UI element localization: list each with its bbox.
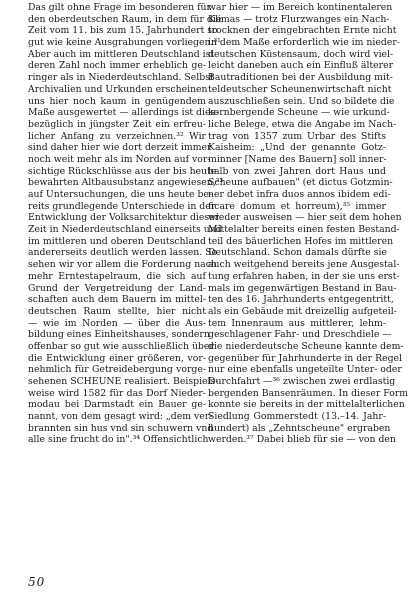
text-line: — wie im Norden — über die Aus-: [28, 317, 206, 329]
text-line: auszuschließen sein. Und so bildete die: [208, 95, 395, 107]
text-line: ten des 16. Jahrhunderts entgegentritt,: [208, 294, 394, 306]
text-line: sichtige Rückschlüsse aus der bis heute: [28, 165, 217, 177]
text-line: auf Untersuchungen, die uns heute be-: [28, 189, 213, 200]
text-line: Zeit in Niederdeutschland einerseits und: [28, 224, 222, 236]
text-line: Kaisheim: „Und der genannte Gotz-: [208, 142, 386, 154]
text-line: Bautraditionen bei der Ausbildung mit-: [208, 72, 393, 84]
text-line: auch weitgehend bereits jene Ausgestal-: [208, 259, 400, 271]
text-line: uns hier noch kaum in genügendem: [28, 95, 206, 107]
text-line: Entwicklung der Volksarchitektur dieser: [28, 212, 220, 224]
text-line: Aber auch im mittleren Deutschland ist: [28, 48, 215, 60]
text-line: schaften auch dem Bauern im mittel-: [28, 294, 206, 306]
text-line: alle sine frucht do in".³⁴ Offensichtlich: [28, 434, 209, 446]
text-line: deutschen Raum stellte, hier nicht: [28, 305, 206, 317]
text-column-right: [208, 2, 409, 446]
text-line: Mittelalter bereits einen festen Bestand-: [208, 224, 400, 236]
text-line: hundert) als „Zehntscheune" ergraben: [208, 422, 391, 434]
text-line: Scheune aufbauen" (et dictus Gotzmin-: [208, 177, 393, 189]
text-line: im mittleren und oberen Deutschland: [28, 235, 206, 247]
text-line: Grund der Vergetreidung der Land-: [28, 282, 206, 294]
text-line: gut wie keine Ausgrabungen vorliegen.³¹: [28, 37, 221, 49]
text-line: liche Belege, etwa die Angabe im Nach-: [208, 118, 397, 130]
text-line: sind daher hier wie dort derzeit immer: [28, 142, 212, 154]
text-line: Deutschland. Schon damals dürfte sie: [208, 247, 387, 259]
text-line: konnte sie bereits in der mittelalterlichen: [208, 399, 405, 411]
text-line: war hier — im Bereich kontinentaleren: [208, 2, 393, 13]
text-line: nehmlich für Getreidebergung vorge-: [28, 364, 206, 376]
text-line: bewahrten Altbausubstanz angewiesen,³³: [28, 177, 224, 189]
text-line: Durchfahrt —³⁶ zwischen zwei erdlastig: [208, 376, 396, 387]
text-line: tem Innenraum aus mittlerer, lehm-: [208, 317, 386, 329]
text-line: geschlagener Fahr- und Dreschdiele —: [208, 329, 392, 341]
text-line: werden.³⁷ Dabei blieb für sie — von den: [208, 434, 396, 446]
text-line: gegenüber für Jahrhunderte in der Regel: [208, 352, 403, 364]
text-line: teil des bäuerlichen Hofes im mittleren: [208, 235, 394, 247]
text-line: Siedlung Gommerstedt (13.–14. Jahr-: [208, 411, 386, 423]
text-line: bildung eines Einheitshauses, sondern: [28, 329, 210, 341]
text-line: sehen wir vor allem die Forderung nach: [28, 259, 217, 271]
page-number: 50: [28, 575, 46, 589]
text-line: sehenen SCHEUNE realisiert. Beispiels-: [28, 376, 219, 387]
text-line: Zeit vom 11. bis zum 15. Jahrhundert so: [28, 25, 218, 37]
text-line: trag von 1357 zum Urbar des Stifts: [208, 130, 386, 142]
text-line: ner debet infra duos annos ibidem edi-: [208, 189, 391, 200]
text-column-left: [28, 2, 224, 446]
text-line: teldeutscher Scheunenwirtschaft nicht: [208, 83, 392, 95]
text-line: deutschen Küstensaum, doch wird viel-: [208, 48, 394, 60]
text-line: andererseits deutlich werden lassen. So: [28, 247, 218, 259]
text-line: die Entwicklung einer größeren, vor-: [28, 352, 206, 364]
text-line: kornbergende Scheune — wie urkund-: [208, 107, 390, 119]
text-line: bezüglich in jüngster Zeit ein erfreu-: [28, 118, 206, 130]
text-line: minner [Name des Bauern] soll inner-: [208, 153, 387, 165]
text-line: Das gilt ohne Frage im besonderen für: [28, 2, 211, 13]
text-line: nur eine ebenfalls ungeteilte Unter- oder: [208, 364, 402, 376]
text-line: halb von zwei Jahren dort Haus und: [208, 165, 386, 177]
text-line: reits grundlegende Unterschiede in der: [28, 200, 216, 212]
text-line: leicht daneben auch ein Einfluß älterer: [208, 60, 394, 72]
text-line: ringer als in Niederdeutschland. Selbst: [28, 72, 214, 84]
text-line: wieder ausweisen — hier seit dem hohen: [208, 212, 402, 224]
text-line: ficare domum et horreum),³⁵ immer: [208, 200, 386, 212]
text-line: weise wird 1582 für das Dorf Nieder-: [28, 387, 206, 399]
text-line: mehr Erntestapelraum, die sich auf: [28, 270, 206, 282]
text-line: brannten sin hus vnd sin schuwern vnd: [28, 422, 214, 434]
text-line: Archivalien und Urkunden erscheinen: [28, 83, 208, 95]
text-line: bergenden Bansenräumen. In dieser Form: [208, 387, 409, 399]
text-line: tung erfahren haben, in der sie uns erst-: [208, 270, 400, 282]
text-line: trocknen der eingebrachten Ernte nicht: [208, 25, 397, 37]
text-line: die niederdeutsche Scheune kannte dem-: [208, 340, 404, 352]
text-line: Maße ausgewertet — allerdings ist dies-: [28, 107, 219, 119]
text-line: in dem Maße erforderlich wie im nieder-: [208, 37, 400, 49]
text-line: den oberdeutschen Raum, in dem für die: [28, 13, 222, 25]
text-line: deren Zahl noch immer erheblich ge-: [28, 60, 206, 72]
text-line: offenbar so gut wie ausschließlich über: [28, 340, 214, 352]
text-line: modau bei Darmstadt ein Bauer ge-: [28, 399, 206, 411]
text-line: mals im gegenwärtigen Bestand in Bau-: [208, 282, 397, 294]
text-line: als ein Gebäude mit dreizellig aufgeteil-: [208, 305, 397, 317]
text-line: licher Anfang zu verzeichnen.³² Wir: [28, 130, 206, 142]
text-line: noch weit mehr als im Norden auf vor-: [28, 153, 211, 165]
text-line: nannt, von dem gesagt wird: „dem ver-: [28, 411, 213, 423]
text-line: Klimas — trotz Flurzwanges ein Nach-: [208, 13, 390, 25]
